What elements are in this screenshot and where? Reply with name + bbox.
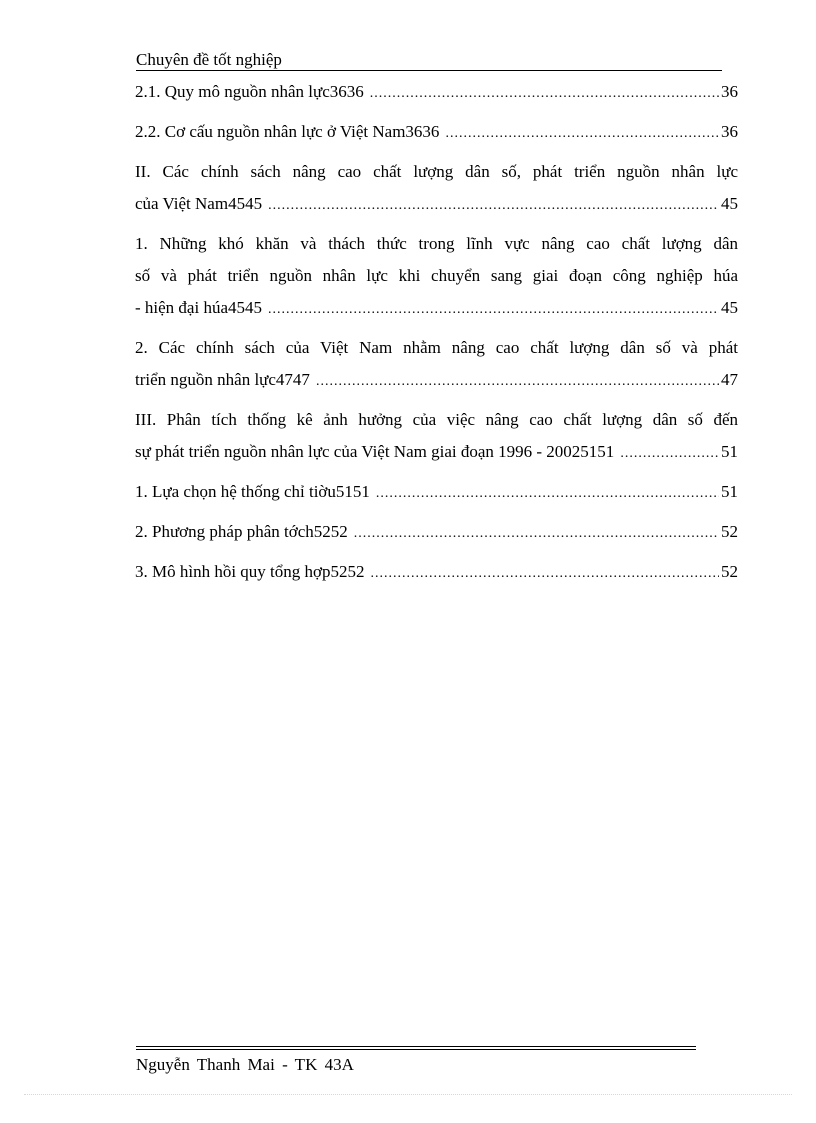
toc-entry-title-line: 1. Những khó khăn và thách thức trong lĩnh vực nâng cao chất lượng dân [135,234,738,253]
table-of-contents [135,76,738,590]
toc-entry-title: 2.2. Cơ cấu nguồn nhân lực ở Việt Nam3636 [135,122,440,141]
dot-leader [354,518,719,550]
toc-entry[interactable] [135,228,738,326]
toc-entry-line [135,188,738,222]
toc-entry-title: triển nguồn nhân lực4747 [135,370,310,389]
toc-entry[interactable] [135,556,738,590]
dot-leader [268,190,719,222]
toc-entry-title: 2.1. Quy mô nguồn nhân lực3636 [135,82,364,101]
toc-entry-title: 3. Mô hình hồi quy tổng hợp5252 [135,562,365,581]
toc-entry-line [135,364,738,398]
toc-entry-line [135,516,738,550]
toc-entry-page-number: 36 [721,82,738,101]
toc-entry-line [135,292,738,326]
header-title: Chuyên đề tốt nghiệp [136,50,282,69]
toc-entry[interactable] [135,516,738,550]
toc-entry-line [135,556,738,590]
toc-entry-title-line: III. Phân tích thống kê ảnh hưởng của việc nâng cao chất lượng dân số đến [135,410,738,429]
footer-rule [136,1049,696,1050]
toc-entry[interactable] [135,404,738,470]
dot-leader [268,294,719,326]
toc-entry[interactable] [135,76,738,110]
footer-author: Nguyễn Thanh Mai - TK 43A [136,1055,354,1074]
dot-leader [445,118,719,150]
toc-entry-page-number: 51 [721,442,738,461]
toc-entry-page-number: 52 [721,562,738,581]
dot-leader [371,558,719,590]
toc-entry-line [135,76,738,110]
toc-entry-page-number: 47 [721,370,738,389]
toc-entry-title: - hiện đại húa4545 [135,298,262,317]
toc-entry-page-number: 51 [721,482,738,501]
toc-entry-title: 2. Phương pháp phân tớch5252 [135,522,348,541]
toc-entry-title: 1. Lựa chọn hệ thống chỉ tiờu5151 [135,482,370,501]
toc-entry[interactable] [135,156,738,222]
toc-entry-title-line: II. Các chính sách nâng cao chất lượng dân số, phát triển nguồn nhân lực [135,162,738,181]
dot-leader [376,478,719,510]
toc-entry-title-line: 2. Các chính sách của Việt Nam nhằm nâng cao chất lượng dân số và phát [135,338,738,357]
toc-entry-title-line: số và phát triển nguồn nhân lực khi chuyển sang giai đoạn công nghiệp húa [135,266,738,285]
toc-entry-line [135,476,738,510]
toc-entry-line [135,436,738,470]
toc-entry-page-number: 36 [721,122,738,141]
header-rule [136,70,722,71]
dot-leader [316,366,719,398]
toc-entry-line [135,116,738,150]
toc-entry-page-number: 45 [721,194,738,213]
page-bottom-border [24,1094,792,1095]
footer-rule [136,1046,696,1047]
dot-leader [370,78,719,110]
toc-entry-title: sự phát triển nguồn nhân lực của Việt Nam giai đoạn 1996 - 20025151 [135,442,615,461]
toc-entry-page-number: 52 [721,522,738,541]
toc-entry-page-number: 45 [721,298,738,317]
toc-entry[interactable] [135,476,738,510]
page-footer [136,1046,696,1076]
page-header [136,50,722,72]
dot-leader [620,438,719,470]
toc-entry-title: của Việt Nam4545 [135,194,263,213]
toc-entry[interactable] [135,116,738,150]
toc-entry[interactable] [135,332,738,398]
